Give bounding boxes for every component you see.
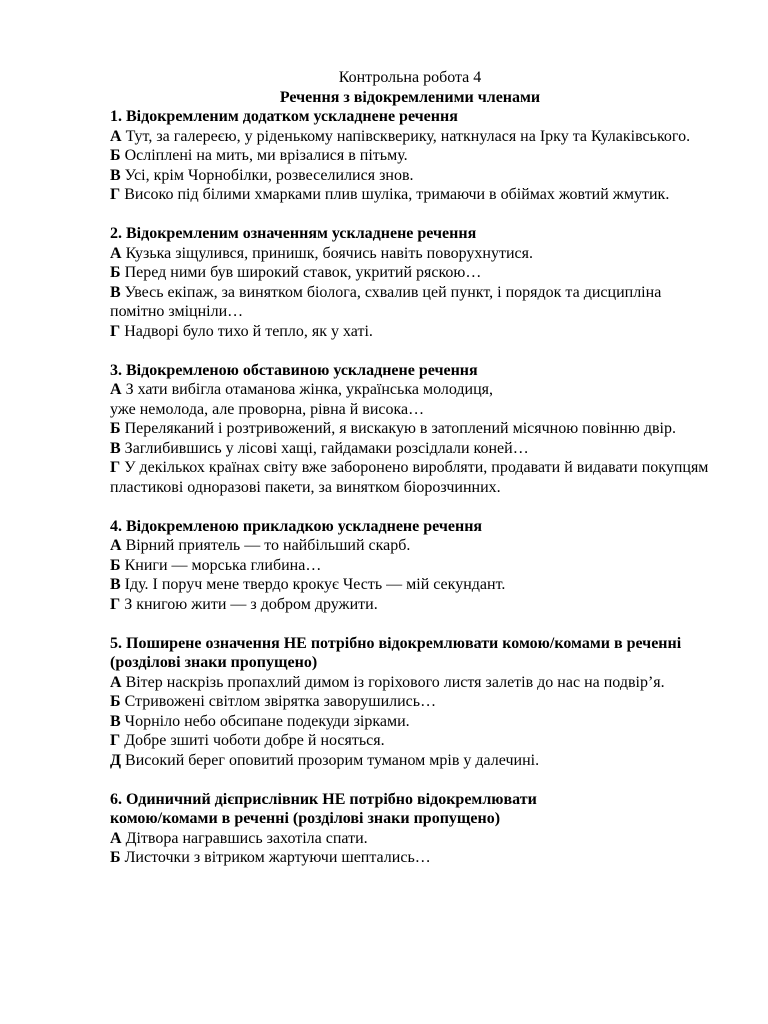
answer-option-h	[110, 595, 710, 615]
option-letter: В	[110, 576, 121, 593]
option-text: Вітер наскрізь пропахлий димом із горіхового листя залетів до нас на подвір’я.	[121, 673, 665, 691]
option-letter: Б	[110, 147, 121, 164]
question-1	[110, 107, 710, 205]
option-letter: Б	[110, 264, 121, 281]
document-subtitle: Речення з відокремленими членами	[279, 88, 541, 106]
question-title: 1. Відокремленим додатком ускладнене речення	[110, 108, 458, 125]
answer-option-a	[110, 673, 710, 693]
option-letter: В	[110, 712, 121, 730]
document-title: Контрольна робота 4	[338, 69, 482, 86]
option-letter: А	[110, 673, 122, 691]
option-letter: Г	[110, 459, 121, 476]
option-text: Листочки з вітриком жартуючи шептались…	[120, 849, 431, 866]
option-text: Високо під білими хмарками плив шуліка, тримаючи в обіймах жовтий жмутик.	[120, 186, 670, 203]
option-letter: Б	[110, 693, 121, 710]
option-letter: А	[110, 829, 122, 847]
answer-option-a	[110, 127, 710, 147]
option-letter: Г	[110, 186, 121, 203]
answer-option-b	[110, 556, 710, 576]
option-text-continued: уже немолода, але проворна, рівна й висока…	[110, 400, 425, 418]
option-letter: Г	[110, 595, 121, 613]
option-text: Високий берег оповитий прозорим туманом мрів у далечині.	[121, 751, 540, 769]
option-text: Книги — морська глибина…	[120, 556, 322, 574]
answer-option-b	[110, 692, 710, 712]
question-title: 3. Відокремленою обставиною ускладнене речення	[110, 361, 478, 379]
option-letter: А	[110, 537, 122, 554]
option-text: Кузька зіщулився, принишк, боячись навіть поворухнутися.	[121, 244, 534, 262]
question-4	[110, 517, 710, 615]
answer-option-v	[110, 439, 710, 459]
option-letter: Б	[110, 420, 121, 437]
document-page	[110, 68, 710, 868]
option-text: Перед ними був широкий ставок, укритий ряскою…	[120, 264, 482, 281]
option-letter: В	[110, 283, 121, 301]
question-title-line-1: 6. Одиничний дієприслівник НЕ потрібно відокремлювати	[110, 790, 537, 808]
question-title: 2. Відокремленим означенням ускладнене речення	[110, 225, 477, 242]
option-letter: Г	[110, 732, 121, 749]
option-text: Стривожені світлом звірятка заворушились…	[120, 693, 437, 710]
question-title	[110, 790, 710, 829]
option-text: Осліплені на мить, ми врізалися в пітьму.	[120, 147, 408, 164]
option-text: Заглибившись у лісові хащі, гайдамаки розсідлали коней…	[120, 439, 529, 457]
answer-option-a	[110, 536, 710, 556]
answer-option-h	[110, 185, 710, 205]
answer-option-b	[110, 146, 710, 166]
option-letter: Б	[110, 849, 121, 866]
option-text: Надворі було тихо й тепло, як у хаті.	[120, 322, 373, 340]
option-text: Усі, крім Чорнобілки, розвеселилися знов.	[120, 166, 414, 184]
answer-option-h	[110, 458, 710, 497]
option-letter: А	[110, 244, 122, 262]
answer-option-v	[110, 575, 710, 595]
option-text: Дітвора награвшись захотіла спати.	[121, 829, 368, 847]
answer-option-a	[110, 380, 710, 419]
option-letter: В	[110, 439, 121, 457]
answer-option-v	[110, 166, 710, 186]
option-text: З книгою жити — з добром дружити.	[120, 595, 378, 613]
option-text: Переляканий і розтривожений, я вискакую в затоплений місячною повінню двір.	[120, 420, 676, 437]
option-letter: Г	[110, 322, 121, 340]
option-text: Чорніло небо обсипане подекуди зірками.	[120, 712, 410, 730]
question-title-line-2: комою/комами в реченні (розділові знаки пропущено)	[110, 810, 501, 827]
option-text: Тут, за галереєю, у ріденькому напівскверику, наткнулася на Ірку та Кулаківського.	[121, 127, 691, 145]
option-letter: Б	[110, 556, 121, 574]
question-title: 5. Поширене означення НЕ потрібно відокремлювати комою/комами в реченні (розділові знаки пропущено)	[110, 634, 682, 671]
question-6	[110, 790, 710, 868]
question-3	[110, 361, 710, 498]
question-2	[110, 224, 710, 341]
answer-option-h	[110, 731, 710, 751]
answer-option-b	[110, 419, 710, 439]
answer-option-b	[110, 848, 710, 868]
option-text: Увесь екіпаж, за винятком біолога, схвалив цей пункт, і порядок та дисципліна помітно зміцніли…	[110, 283, 662, 320]
answer-option-v	[110, 283, 710, 322]
answer-option-d	[110, 751, 710, 771]
answer-option-b	[110, 263, 710, 283]
question-5	[110, 634, 710, 771]
option-letter: В	[110, 166, 121, 184]
answer-option-a	[110, 829, 710, 849]
answer-option-h	[110, 322, 710, 342]
option-text: У декількох країнах світу вже заборонено виробляти, продавати й видавати покупцям пластикові одноразові пакети, за винятком біорозчинних.	[110, 459, 709, 496]
question-title: 4. Відокремленою прикладкою ускладнене речення	[110, 517, 483, 535]
option-text: Добре зшиті чоботи добре й носяться.	[120, 732, 385, 749]
option-text: Вірний приятель — то найбільший скарб.	[121, 537, 411, 554]
option-text: З хати вибігла отаманова жінка, українська молодиця,	[121, 381, 494, 398]
option-letter: А	[110, 127, 122, 145]
option-text: Іду. І поруч мене твердо крокує Честь — мій секундант.	[120, 576, 506, 593]
answer-option-a	[110, 244, 710, 264]
option-letter: Д	[110, 751, 122, 769]
answer-option-v	[110, 712, 710, 732]
option-letter: А	[110, 381, 122, 398]
